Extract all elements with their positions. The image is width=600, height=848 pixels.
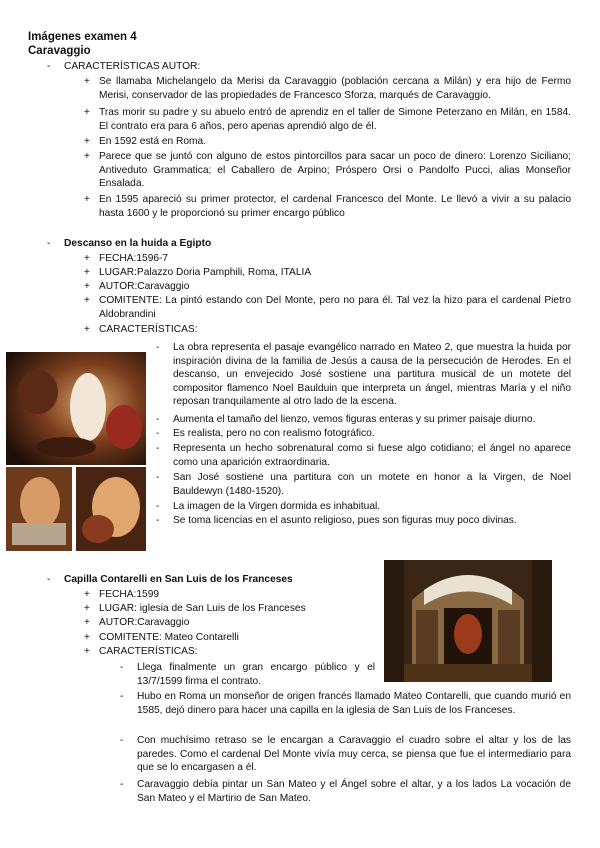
dash-bullet: -	[156, 428, 160, 439]
descanso-detail-image-1	[6, 467, 72, 551]
contarelli-field: COMITENTE: Mateo Contarelli	[99, 632, 239, 643]
dash-bullet: -	[47, 238, 51, 249]
plus-bullet: +	[84, 632, 90, 643]
descanso-painting-image	[6, 352, 146, 465]
dash-bullet: -	[120, 691, 124, 702]
plus-bullet: +	[84, 589, 90, 600]
descanso-field: CARACTERÍSTICAS:	[99, 324, 198, 335]
descanso-feature: San José sostiene una partitura con un motete en honor a la Virgen, de Noel Bauldewyn (1480-1520).	[173, 472, 571, 497]
descanso-detail-image-2	[76, 467, 146, 551]
contarelli-field: LUGAR: iglesia de San Luis de los Franceses	[99, 603, 306, 614]
contarelli-feature: Caravaggio debía pintar un San Mateo y el Ángel sobre el altar, y a los lados La vocación de San Mateo y el Martirio de San Mateo.	[137, 779, 571, 804]
plus-bullet: +	[84, 324, 90, 335]
plus-bullet: +	[84, 646, 90, 657]
descanso-feature: Es realista, pero no con realismo fotográfico.	[173, 428, 375, 439]
descanso-feature: Representa un hecho sobrenatural como si fuese algo cotidiano; el ángel no aparece como una aparición extraordinaria.	[173, 443, 571, 468]
plus-bullet: +	[84, 617, 90, 628]
plus-bullet: +	[84, 151, 90, 162]
descanso-field: COMITENTE: La pintó estando con Del Monte, pero no para él. Tal vez la hizo para el cardenal Pietro Aldobrandini	[99, 295, 571, 320]
descanso-feature: La imagen de la Virgen dormida es inhabitual.	[173, 501, 381, 512]
section-title-contarelli: Capilla Contarelli en San Luis de los Franceses	[64, 574, 293, 585]
painting-figure-icon	[6, 352, 146, 465]
contarelli-feature: Llega finalmente un gran encargo público y el 13/7/1599 firma el contrato.	[137, 662, 375, 687]
author-item: Parece que se juntó con alguno de estos pintorcillos para sacar un poco de dinero: Lorenzo Siciliano; Antiveduto Grammatica; el Caballero de Arpino; Próspero Orsi o Pandolfo Pucci, alias Monseñor Ensalada.	[99, 151, 571, 190]
descanso-field: AUTOR:Caravaggio	[99, 281, 190, 292]
dash-bullet: -	[120, 735, 124, 746]
descanso-field: FECHA:1596-7	[99, 253, 169, 264]
contarelli-chapel-image	[384, 560, 552, 682]
dash-bullet: -	[47, 61, 51, 72]
painting-detail-icon	[76, 467, 146, 551]
dash-bullet: -	[156, 414, 160, 425]
author-item: Se llamaba Michelangelo da Merisi da Caravaggio (población cercana a Milán) y era hijo de Fermo Merisi, conservador de las propiedades de Francesco Sforza, marqués de Caravaggio.	[99, 76, 571, 101]
author-item: En 1592 está en Roma.	[99, 136, 207, 147]
plus-bullet: +	[84, 76, 90, 87]
descanso-feature: La obra representa el pasaje evangélico narrado en Mateo 2, que muestra la huida por inspiración divina de la familia de Jesús a causa de la persecución de Herodes. En el descanso, un envejecido José sostiene una partitura musical de un motete del compositor flamenco Noel Baulduin que interpreta un ángel, mientras María y el niño reposan tranquilamente al otro lado de la escena.	[173, 342, 571, 408]
dash-bullet: -	[120, 779, 124, 790]
plus-bullet: +	[84, 281, 90, 292]
contarelli-feature: Con muchísimo retraso se le encargan a Caravaggio el cuadro sobre el altar y los de las paredes. Como el cardenal Del Monte vivía muy cerca, se piensa que fue el intermediario para que se lo encargasen a él.	[137, 735, 571, 774]
plus-bullet: +	[84, 194, 90, 205]
dash-bullet: -	[47, 574, 51, 585]
plus-bullet: +	[84, 253, 90, 264]
painting-detail-icon	[6, 467, 72, 551]
author-item: Tras morir su padre y su abuelo entró de aprendiz en el taller de Simone Peterzano en Milán, en 1584. El contrato era para 6 años, pero apenas aprendió algo de él.	[99, 107, 571, 132]
dash-bullet: -	[120, 662, 124, 673]
descanso-feature: Se toma licencias en el asunto religioso, pues son figuras muy poco divinas.	[173, 515, 517, 526]
dash-bullet: -	[156, 515, 160, 526]
plus-bullet: +	[84, 267, 90, 278]
contarelli-field: CARACTERÍSTICAS:	[99, 646, 198, 657]
chapel-interior-icon	[384, 560, 552, 682]
contarelli-field: AUTOR:Caravaggio	[99, 617, 190, 628]
plus-bullet: +	[84, 603, 90, 614]
dash-bullet: -	[156, 342, 160, 353]
plus-bullet: +	[84, 295, 90, 306]
section-title-descanso: Descanso en la huida a Egipto	[64, 238, 212, 249]
document-subtitle: Caravaggio	[28, 45, 91, 57]
contarelli-feature: Hubo en Roma un monseñor de origen francés llamado Mateo Contarelli, que cuando murió en 1585, dejó dinero para hacer una capilla en la iglesia de San Luis de los Franceses.	[137, 691, 571, 716]
descanso-feature: Aumenta el tamaño del lienzo, vemos figuras enteras y su primer paisaje diurno.	[173, 414, 536, 425]
dash-bullet: -	[156, 443, 160, 454]
dash-bullet: -	[156, 501, 160, 512]
author-heading: CARACTERÍSTICAS AUTOR:	[64, 61, 201, 72]
document-title: Imágenes examen 4	[28, 31, 137, 43]
dash-bullet: -	[156, 472, 160, 483]
author-item: En 1595 apareció su primer protector, el cardenal Francesco del Monte. Le llevó a vivir a su palacio hasta 1600 y le proporcionó su primer encargo público	[99, 194, 571, 219]
contarelli-field: FECHA:1599	[99, 589, 160, 600]
plus-bullet: +	[84, 107, 90, 118]
descanso-field: LUGAR:Palazzo Doria Pamphili, Roma, ITALIA	[99, 267, 312, 278]
plus-bullet: +	[84, 136, 90, 147]
